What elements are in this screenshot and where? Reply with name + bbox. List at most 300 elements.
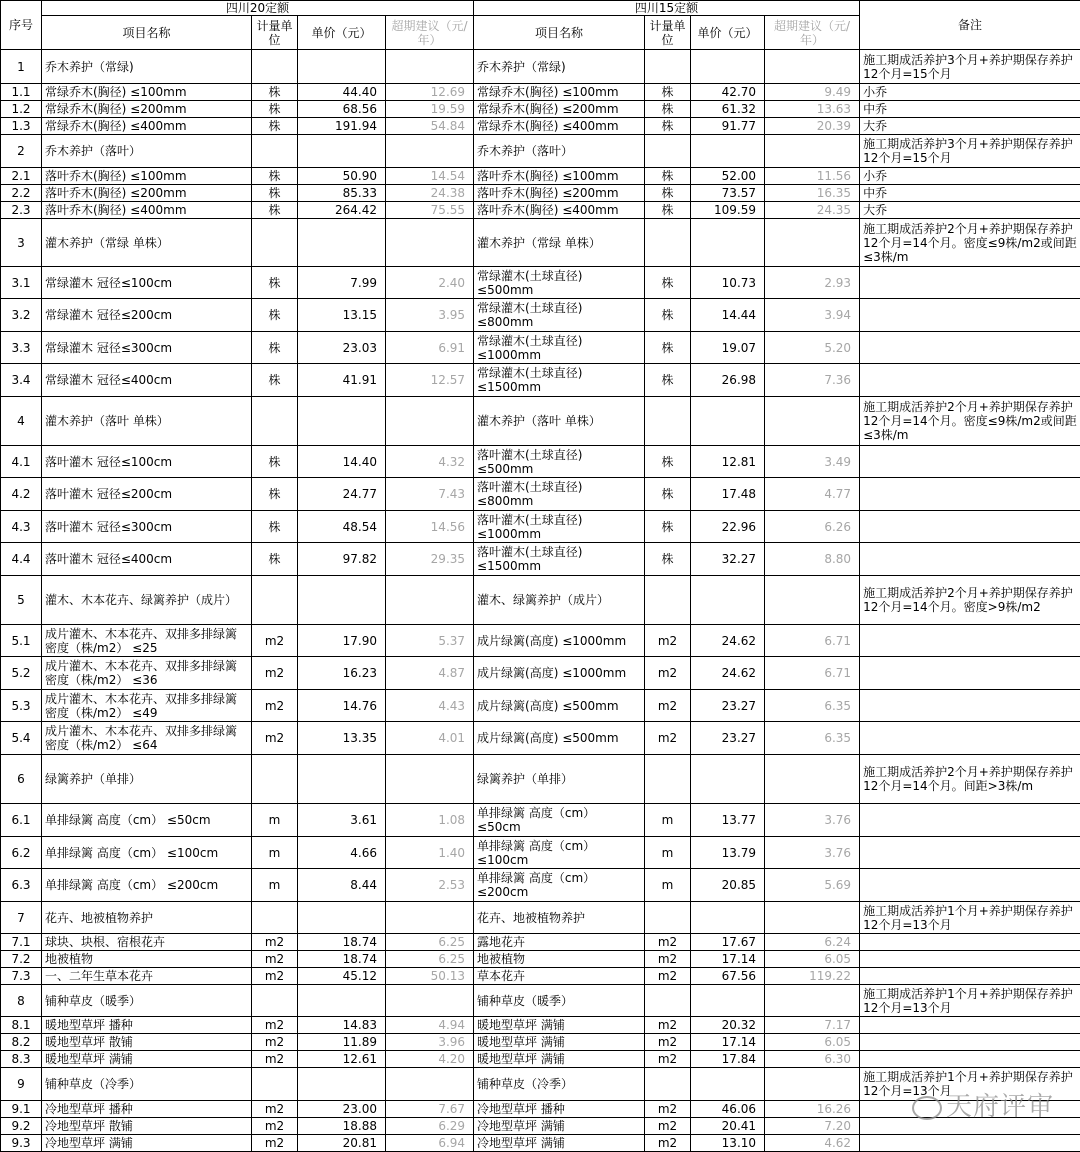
row-unit-20: m2	[252, 1051, 298, 1068]
row-suggest-20	[386, 985, 474, 1017]
row-note: 施工期成活养护3个月+养护期保存养护12个月=15个月	[860, 50, 1080, 84]
row-unit-20: 株	[252, 202, 298, 219]
row-note	[860, 722, 1080, 755]
row-note: 施工期成活养护1个月+养护期保存养护12个月=13个月	[860, 985, 1080, 1017]
table-row	[1, 50, 1080, 84]
row-suggest-15	[765, 50, 860, 84]
row-name-20: 乔木养护（常绿)	[42, 50, 252, 84]
header-price-15: 单价（元）	[691, 16, 765, 50]
row-price-20: 85.33	[298, 185, 386, 202]
row-note	[860, 869, 1080, 902]
row-seq: 5	[1, 576, 42, 625]
row-unit-20: m2	[252, 968, 298, 985]
row-seq: 6.2	[1, 837, 42, 869]
row-suggest-20: 24.38	[386, 185, 474, 202]
row-note	[860, 267, 1080, 299]
table-row	[1, 478, 1080, 511]
row-seq: 5.4	[1, 722, 42, 755]
row-price-20	[298, 219, 386, 267]
row-seq: 9.1	[1, 1101, 42, 1118]
row-unit-15: m2	[645, 625, 691, 657]
row-unit-15: m2	[645, 1101, 691, 1118]
row-seq: 6.1	[1, 804, 42, 837]
row-price-15: 13.10	[691, 1135, 765, 1152]
row-seq: 7.2	[1, 951, 42, 968]
row-suggest-20: 3.96	[386, 1034, 474, 1051]
row-suggest-15: 24.35	[765, 202, 860, 219]
row-unit-20: 株	[252, 478, 298, 511]
row-price-15: 67.56	[691, 968, 765, 985]
row-price-15: 13.79	[691, 837, 765, 869]
row-unit-15: m2	[645, 1034, 691, 1051]
table-row	[1, 267, 1080, 299]
header-suggest-20: 超期建议（元/年）	[386, 16, 474, 50]
row-name-20: 常绿乔木(胸径) ≤100mm	[42, 84, 252, 101]
row-note	[860, 837, 1080, 869]
row-name-20: 绿篱养护（单排）	[42, 755, 252, 804]
row-suggest-15: 5.69	[765, 869, 860, 902]
row-suggest-20: 12.57	[386, 364, 474, 397]
row-price-15: 109.59	[691, 202, 765, 219]
row-unit-15: 株	[645, 202, 691, 219]
row-seq: 1.1	[1, 84, 42, 101]
row-suggest-15: 8.80	[765, 543, 860, 576]
row-price-20: 97.82	[298, 543, 386, 576]
row-note	[860, 951, 1080, 968]
row-unit-20	[252, 576, 298, 625]
header-price-20: 单价（元）	[298, 16, 386, 50]
row-name-20: 成片灌木、木本花卉、双排多排绿篱 密度（株/m2） ≤25	[42, 625, 252, 657]
table-row	[1, 968, 1080, 985]
row-name-15: 地被植物	[474, 951, 645, 968]
row-seq: 9.2	[1, 1118, 42, 1135]
row-name-15: 落叶乔木(胸径) ≤100mm	[474, 168, 645, 185]
row-price-15: 26.98	[691, 364, 765, 397]
row-unit-15	[645, 985, 691, 1017]
row-suggest-20: 6.91	[386, 332, 474, 364]
row-suggest-15: 20.39	[765, 118, 860, 135]
row-name-15: 常绿乔木(胸径) ≤200mm	[474, 101, 645, 118]
row-suggest-20: 75.55	[386, 202, 474, 219]
row-seq: 1.3	[1, 118, 42, 135]
row-suggest-15: 3.76	[765, 837, 860, 869]
row-name-20: 花卉、地被植物养护	[42, 902, 252, 934]
row-seq: 2	[1, 135, 42, 168]
row-name-15: 铺种草皮（暖季）	[474, 985, 645, 1017]
table-row	[1, 902, 1080, 934]
row-price-15	[691, 397, 765, 446]
row-suggest-15: 2.93	[765, 267, 860, 299]
row-seq: 5.1	[1, 625, 42, 657]
row-name-15: 常绿乔木(胸径) ≤400mm	[474, 118, 645, 135]
row-name-20: 地被植物	[42, 951, 252, 968]
row-unit-20: 株	[252, 84, 298, 101]
row-price-20: 13.35	[298, 722, 386, 755]
row-unit-15: m2	[645, 722, 691, 755]
row-price-15: 23.27	[691, 690, 765, 722]
row-name-15: 乔木养护（常绿)	[474, 50, 645, 84]
row-suggest-15: 3.94	[765, 299, 860, 332]
row-price-15: 17.48	[691, 478, 765, 511]
row-seq: 8	[1, 985, 42, 1017]
row-name-20: 灌木养护（常绿 单株）	[42, 219, 252, 267]
row-name-15: 暖地型草坪 满铺	[474, 1034, 645, 1051]
row-name-20: 铺种草皮（冷季）	[42, 1068, 252, 1101]
row-seq: 7.3	[1, 968, 42, 985]
table-row	[1, 101, 1080, 118]
row-price-15: 20.85	[691, 869, 765, 902]
header-note: 备注	[860, 1, 1080, 50]
row-suggest-20: 4.32	[386, 446, 474, 478]
row-suggest-20	[386, 397, 474, 446]
row-name-20: 单排绿篱 高度（cm） ≤200cm	[42, 869, 252, 902]
row-suggest-15: 7.20	[765, 1118, 860, 1135]
table-row	[1, 1034, 1080, 1051]
row-suggest-15: 119.22	[765, 968, 860, 985]
row-unit-15: 株	[645, 101, 691, 118]
row-unit-15: m2	[645, 1118, 691, 1135]
row-seq: 4.1	[1, 446, 42, 478]
row-unit-20	[252, 902, 298, 934]
row-suggest-15: 4.77	[765, 478, 860, 511]
row-suggest-15	[765, 576, 860, 625]
table-row	[1, 951, 1080, 968]
row-unit-20: 株	[252, 168, 298, 185]
row-suggest-15: 11.56	[765, 168, 860, 185]
row-suggest-20: 4.43	[386, 690, 474, 722]
row-name-20: 灌木、木本花卉、绿篱养护（成片）	[42, 576, 252, 625]
row-unit-15: 株	[645, 299, 691, 332]
row-unit-20: 株	[252, 543, 298, 576]
row-price-15	[691, 985, 765, 1017]
row-seq: 4.4	[1, 543, 42, 576]
row-unit-20: m2	[252, 1101, 298, 1118]
row-unit-15: m2	[645, 690, 691, 722]
row-note	[860, 364, 1080, 397]
header-suggest-15: 超期建议（元/年）	[765, 16, 860, 50]
row-name-20: 单排绿篱 高度（cm） ≤50cm	[42, 804, 252, 837]
row-name-15: 灌木、绿篱养护（成片）	[474, 576, 645, 625]
row-name-15: 常绿灌木(土球直径) ≤1000mm	[474, 332, 645, 364]
table-row	[1, 690, 1080, 722]
row-suggest-20	[386, 902, 474, 934]
row-name-20: 暖地型草坪 播种	[42, 1017, 252, 1034]
row-price-15: 32.27	[691, 543, 765, 576]
row-price-20: 8.44	[298, 869, 386, 902]
row-unit-20: m2	[252, 657, 298, 690]
row-name-20: 冷地型草坪 散铺	[42, 1118, 252, 1135]
row-unit-20	[252, 135, 298, 168]
row-price-20: 17.90	[298, 625, 386, 657]
row-suggest-15	[765, 1068, 860, 1101]
row-suggest-15: 6.24	[765, 934, 860, 951]
row-note	[860, 478, 1080, 511]
table-row	[1, 118, 1080, 135]
row-price-20: 18.88	[298, 1118, 386, 1135]
row-suggest-15: 7.17	[765, 1017, 860, 1034]
header-name-20: 项目名称	[42, 16, 252, 50]
row-price-20: 12.61	[298, 1051, 386, 1068]
table-row	[1, 1135, 1080, 1152]
row-suggest-15: 6.35	[765, 690, 860, 722]
row-price-15: 19.07	[691, 332, 765, 364]
row-seq: 3.2	[1, 299, 42, 332]
row-unit-15: 株	[645, 267, 691, 299]
row-price-15: 17.84	[691, 1051, 765, 1068]
table-row	[1, 1017, 1080, 1034]
row-price-15: 13.77	[691, 804, 765, 837]
row-name-15: 冷地型草坪 满铺	[474, 1118, 645, 1135]
row-suggest-20: 4.01	[386, 722, 474, 755]
row-seq: 8.1	[1, 1017, 42, 1034]
row-name-15: 花卉、地被植物养护	[474, 902, 645, 934]
table-row	[1, 985, 1080, 1017]
table-row	[1, 576, 1080, 625]
row-suggest-20: 12.69	[386, 84, 474, 101]
row-suggest-20: 14.54	[386, 168, 474, 185]
row-name-20: 常绿灌木 冠径≤300cm	[42, 332, 252, 364]
row-name-15: 铺种草皮（冷季）	[474, 1068, 645, 1101]
row-unit-15	[645, 1068, 691, 1101]
row-unit-20: m2	[252, 722, 298, 755]
row-price-15: 91.77	[691, 118, 765, 135]
row-unit-20: m2	[252, 1034, 298, 1051]
header-group-20: 四川20定额	[42, 1, 474, 16]
table-row	[1, 1051, 1080, 1068]
row-suggest-20: 5.37	[386, 625, 474, 657]
row-name-15: 露地花卉	[474, 934, 645, 951]
row-price-15: 10.73	[691, 267, 765, 299]
row-price-20: 44.40	[298, 84, 386, 101]
row-unit-20: 株	[252, 118, 298, 135]
row-unit-20: m2	[252, 934, 298, 951]
row-unit-15: m2	[645, 951, 691, 968]
row-suggest-15: 6.71	[765, 657, 860, 690]
row-seq: 2.1	[1, 168, 42, 185]
row-seq: 4.3	[1, 511, 42, 543]
row-unit-15: m	[645, 869, 691, 902]
row-note	[860, 804, 1080, 837]
row-suggest-15: 3.76	[765, 804, 860, 837]
row-price-15: 61.32	[691, 101, 765, 118]
row-unit-20: 株	[252, 101, 298, 118]
row-note: 小乔	[860, 168, 1080, 185]
table-row	[1, 364, 1080, 397]
row-name-15: 绿篱养护（单排）	[474, 755, 645, 804]
row-price-20	[298, 902, 386, 934]
row-unit-20	[252, 219, 298, 267]
row-price-15: 17.14	[691, 1034, 765, 1051]
row-suggest-15	[765, 755, 860, 804]
header-unit-15: 计量单位	[645, 16, 691, 50]
row-suggest-20: 2.53	[386, 869, 474, 902]
row-unit-15: 株	[645, 364, 691, 397]
row-price-20: 24.77	[298, 478, 386, 511]
row-note: 施工期成活养护2个月+养护期保存养护12个月=14个月。密度>9株/m2	[860, 576, 1080, 625]
row-seq: 7.1	[1, 934, 42, 951]
row-note	[860, 690, 1080, 722]
row-name-15: 常绿灌木(土球直径) ≤800mm	[474, 299, 645, 332]
row-name-15: 暖地型草坪 满铺	[474, 1051, 645, 1068]
table-row	[1, 135, 1080, 168]
row-suggest-20	[386, 576, 474, 625]
row-price-20: 18.74	[298, 951, 386, 968]
row-name-15: 冷地型草坪 满铺	[474, 1135, 645, 1152]
table-row	[1, 869, 1080, 902]
table-row	[1, 543, 1080, 576]
row-note: 中乔	[860, 101, 1080, 118]
row-suggest-20	[386, 1068, 474, 1101]
row-note: 施工期成活养护2个月+养护期保存养护12个月=14个月。间距>3株/m	[860, 755, 1080, 804]
row-price-15	[691, 1068, 765, 1101]
row-price-15	[691, 576, 765, 625]
row-suggest-15: 6.71	[765, 625, 860, 657]
row-seq: 2.2	[1, 185, 42, 202]
row-suggest-20: 54.84	[386, 118, 474, 135]
row-name-20: 落叶乔木(胸径) ≤400mm	[42, 202, 252, 219]
row-unit-20: m2	[252, 690, 298, 722]
row-seq: 3	[1, 219, 42, 267]
row-unit-15: 株	[645, 185, 691, 202]
header-name-15: 项目名称	[474, 16, 645, 50]
row-unit-15: 株	[645, 84, 691, 101]
row-suggest-15: 13.63	[765, 101, 860, 118]
row-seq: 8.3	[1, 1051, 42, 1068]
row-seq: 3.1	[1, 267, 42, 299]
row-suggest-20: 4.87	[386, 657, 474, 690]
row-seq: 5.2	[1, 657, 42, 690]
row-price-15	[691, 219, 765, 267]
row-suggest-20	[386, 219, 474, 267]
row-suggest-15: 6.05	[765, 951, 860, 968]
row-suggest-15: 6.05	[765, 1034, 860, 1051]
row-name-20: 常绿灌木 冠径≤200cm	[42, 299, 252, 332]
row-unit-20	[252, 50, 298, 84]
table-row	[1, 934, 1080, 951]
row-name-20: 常绿乔木(胸径) ≤200mm	[42, 101, 252, 118]
row-note	[860, 332, 1080, 364]
row-unit-15: m2	[645, 968, 691, 985]
row-name-20: 落叶乔木(胸径) ≤200mm	[42, 185, 252, 202]
row-seq: 3.3	[1, 332, 42, 364]
row-price-20	[298, 135, 386, 168]
row-name-20: 暖地型草坪 满铺	[42, 1051, 252, 1068]
row-name-20: 常绿乔木(胸径) ≤400mm	[42, 118, 252, 135]
row-unit-15: 株	[645, 446, 691, 478]
row-unit-20: m2	[252, 625, 298, 657]
row-unit-15: m2	[645, 934, 691, 951]
row-note: 施工期成活养护3个月+养护期保存养护12个月=15个月	[860, 135, 1080, 168]
row-unit-20	[252, 397, 298, 446]
row-price-15: 52.00	[691, 168, 765, 185]
row-name-15: 单排绿篱 高度（cm） ≤200cm	[474, 869, 645, 902]
row-price-20: 14.40	[298, 446, 386, 478]
row-suggest-20: 6.25	[386, 951, 474, 968]
row-name-15: 成片绿篱(高度) ≤1000mm	[474, 625, 645, 657]
row-name-15: 乔木养护（落叶）	[474, 135, 645, 168]
row-suggest-20: 3.95	[386, 299, 474, 332]
row-note: 施工期成活养护1个月+养护期保存养护12个月=13个月	[860, 902, 1080, 934]
row-suggest-15: 9.49	[765, 84, 860, 101]
row-price-15: 24.62	[691, 625, 765, 657]
table-row	[1, 202, 1080, 219]
row-suggest-15: 7.36	[765, 364, 860, 397]
row-price-20: 45.12	[298, 968, 386, 985]
row-price-20	[298, 397, 386, 446]
table-row	[1, 657, 1080, 690]
row-note: 小乔	[860, 84, 1080, 101]
table-row	[1, 837, 1080, 869]
row-suggest-15: 16.26	[765, 1101, 860, 1118]
row-unit-20: 株	[252, 364, 298, 397]
row-suggest-15	[765, 135, 860, 168]
row-name-20: 冷地型草坪 播种	[42, 1101, 252, 1118]
row-name-20: 落叶灌木 冠径≤200cm	[42, 478, 252, 511]
row-name-20: 一、二年生草本花卉	[42, 968, 252, 985]
row-price-20: 11.89	[298, 1034, 386, 1051]
row-name-15: 单排绿篱 高度（cm） ≤100cm	[474, 837, 645, 869]
row-price-20	[298, 1068, 386, 1101]
row-unit-20: 株	[252, 267, 298, 299]
row-price-20	[298, 755, 386, 804]
table-row	[1, 84, 1080, 101]
row-suggest-15	[765, 397, 860, 446]
row-name-20: 常绿灌木 冠径≤100cm	[42, 267, 252, 299]
row-suggest-20	[386, 135, 474, 168]
row-suggest-20: 6.25	[386, 934, 474, 951]
header-seq: 序号	[1, 1, 42, 50]
row-name-20: 落叶灌木 冠径≤300cm	[42, 511, 252, 543]
row-suggest-15: 3.49	[765, 446, 860, 478]
row-suggest-20: 29.35	[386, 543, 474, 576]
row-price-15: 73.57	[691, 185, 765, 202]
row-unit-15: 株	[645, 118, 691, 135]
row-suggest-20: 6.94	[386, 1135, 474, 1152]
row-price-20: 3.61	[298, 804, 386, 837]
row-unit-15: m2	[645, 1051, 691, 1068]
header-group-15: 四川15定额	[474, 1, 860, 16]
row-unit-15	[645, 576, 691, 625]
row-unit-15	[645, 397, 691, 446]
row-suggest-20: 19.59	[386, 101, 474, 118]
row-name-15: 成片绿篱(高度) ≤500mm	[474, 722, 645, 755]
row-price-15: 17.67	[691, 934, 765, 951]
row-unit-20	[252, 985, 298, 1017]
row-unit-15: 株	[645, 332, 691, 364]
row-suggest-20	[386, 755, 474, 804]
row-suggest-20: 7.43	[386, 478, 474, 511]
row-unit-20: m2	[252, 1017, 298, 1034]
row-price-15: 23.27	[691, 722, 765, 755]
row-unit-20: m2	[252, 1118, 298, 1135]
row-unit-20: 株	[252, 332, 298, 364]
row-price-15	[691, 755, 765, 804]
row-suggest-15	[765, 902, 860, 934]
row-unit-15: 株	[645, 478, 691, 511]
row-name-15: 落叶乔木(胸径) ≤400mm	[474, 202, 645, 219]
row-unit-15: m2	[645, 1017, 691, 1034]
row-name-15: 灌木养护（落叶 单株）	[474, 397, 645, 446]
row-price-20: 68.56	[298, 101, 386, 118]
row-price-15: 46.06	[691, 1101, 765, 1118]
row-price-20: 48.54	[298, 511, 386, 543]
row-note: 施工期成活养护2个月+养护期保存养护12个月=14个月。密度≤9株/m2或间距≤3株/m	[860, 219, 1080, 267]
row-price-20: 50.90	[298, 168, 386, 185]
row-unit-20: m	[252, 837, 298, 869]
table-body	[1, 50, 1080, 1152]
row-seq: 9.3	[1, 1135, 42, 1152]
row-name-20: 常绿灌木 冠径≤400cm	[42, 364, 252, 397]
